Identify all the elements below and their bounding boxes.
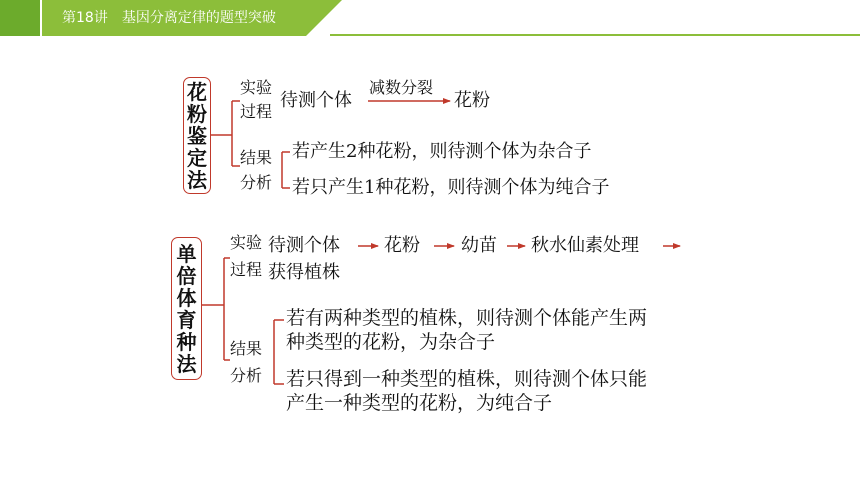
s2-result-2b: 产生一种类型的花粉，为纯合子 (286, 392, 553, 414)
s2-label-exp-2: 过程 (230, 260, 263, 279)
s1-label-res-2: 分析 (240, 173, 273, 192)
s2-method-box (171, 237, 202, 380)
s1-label-res-1: 结果 (240, 148, 273, 167)
s1-method-char: 鉴 (187, 123, 207, 148)
s2-method-char: 种 (176, 329, 197, 354)
s1-method-char: 粉 (187, 101, 207, 126)
s1-label-exp-1: 实验 (240, 78, 273, 97)
s2-result-2a: 若只得到一种类型的植株，则待测个体只能 (286, 368, 648, 390)
s2-result-brace (274, 320, 284, 384)
s1-method-char: 定 (187, 145, 207, 170)
s1-result-brace (282, 152, 290, 188)
s2-result-1b: 种类型的花粉，为杂合子 (286, 331, 496, 353)
s1-result-1: 若产生2种花粉，则待测个体为杂合子 (292, 141, 592, 162)
s2-method-char: 法 (176, 351, 197, 376)
s2-result-1a: 若有两种类型的植株，则待测个体能产生两 (286, 307, 648, 329)
s2-label-exp-1: 实验 (230, 233, 263, 252)
s1-label-exp-2: 过程 (240, 102, 273, 121)
s1-process-end: 花粉 (454, 90, 490, 111)
s2-method-char: 倍 (176, 263, 197, 288)
s1-main-brace (210, 101, 240, 166)
s2-step-3: 幼苗 (461, 235, 497, 256)
s2-step-2: 花粉 (384, 235, 420, 256)
s1-arrow-label: 减数分裂 (369, 78, 434, 97)
s1-result-2: 若只产生1种花粉，则待测个体为纯合子 (292, 177, 610, 198)
s2-method-char: 育 (176, 307, 197, 332)
s2-method-char: 体 (176, 285, 197, 310)
s1-process-start: 待测个体 (280, 90, 352, 111)
s2-main-brace (202, 258, 230, 360)
s1-method-char: 法 (187, 167, 207, 192)
s2-step-1: 待测个体 (268, 235, 340, 256)
s1-method-box (183, 77, 211, 194)
s2-method-char: 单 (176, 241, 197, 266)
s2-label-res-1: 结果 (230, 339, 263, 358)
s2-step-5: 获得植株 (268, 262, 340, 283)
s2-label-res-2: 分析 (230, 366, 263, 385)
s2-step-4: 秋水仙素处理 (531, 235, 639, 256)
s1-method-char: 花 (187, 79, 207, 104)
page-title: 第18讲 基因分离定律的题型突破 (62, 10, 276, 26)
